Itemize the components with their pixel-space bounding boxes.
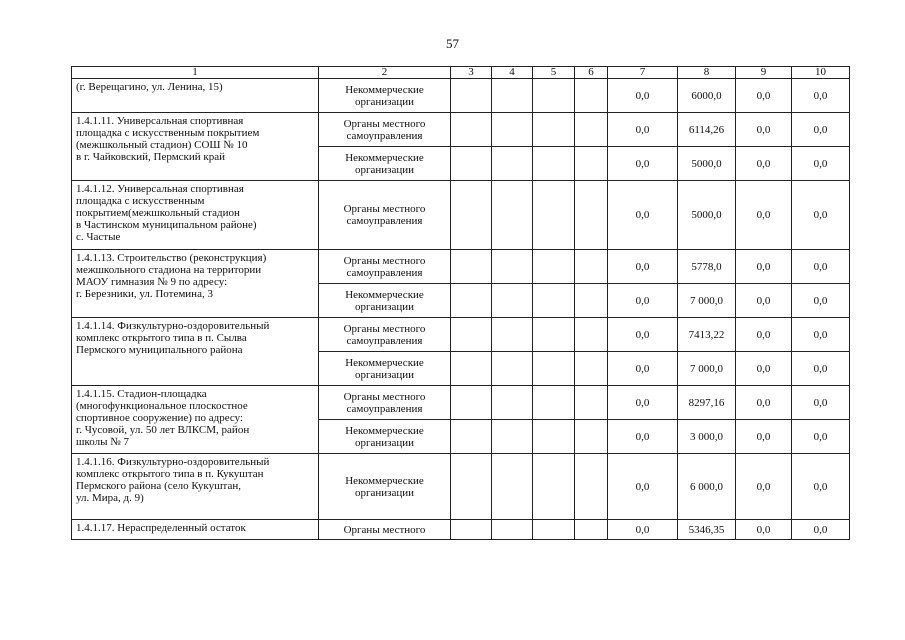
funding-source-cell: Органы местного самоуправления (319, 113, 451, 147)
empty-cell (492, 352, 533, 386)
funding-source-cell: Органы местного самоуправления (319, 250, 451, 284)
empty-cell (451, 147, 492, 181)
empty-cell (451, 352, 492, 386)
value-cell: 0,0 (608, 386, 678, 420)
column-number: 4 (492, 67, 533, 79)
empty-cell (492, 113, 533, 147)
empty-cell (533, 352, 575, 386)
value-cell: 7 000,0 (678, 352, 736, 386)
value-cell: 5346,35 (678, 520, 736, 540)
empty-cell (492, 284, 533, 318)
value-cell: 0,0 (736, 318, 792, 352)
column-number: 3 (451, 67, 492, 79)
empty-cell (451, 420, 492, 454)
value-cell: 0,0 (792, 250, 850, 284)
empty-cell (533, 147, 575, 181)
column-number: 9 (736, 67, 792, 79)
empty-cell (451, 520, 492, 540)
value-cell: 0,0 (736, 147, 792, 181)
value-cell: 0,0 (736, 113, 792, 147)
funding-source-cell: Органы местного самоуправления (319, 386, 451, 420)
value-cell: 0,0 (608, 420, 678, 454)
value-cell: 5000,0 (678, 147, 736, 181)
empty-cell (575, 79, 608, 113)
empty-cell (533, 250, 575, 284)
value-cell: 0,0 (608, 250, 678, 284)
value-cell: 0,0 (792, 318, 850, 352)
budget-table (71, 66, 850, 540)
value-cell: 3 000,0 (678, 420, 736, 454)
value-cell: 6000,0 (678, 79, 736, 113)
value-cell: 0,0 (736, 386, 792, 420)
column-number: 8 (678, 67, 736, 79)
object-name-cell: 1.4.1.16. Физкультурно-оздоровительный комплекс открытого типа в п. Кукуштан Пермского района (село Кукуштан, ул. Мира, д. 9) (72, 454, 319, 520)
value-cell: 0,0 (608, 318, 678, 352)
object-name-cell: 1.4.1.17. Нераспределенный остаток (72, 520, 319, 540)
table-row (72, 181, 850, 250)
empty-cell (451, 386, 492, 420)
funding-source-cell: Органы местного (319, 520, 451, 540)
value-cell: 0,0 (608, 113, 678, 147)
funding-source-cell: Некоммерческие организации (319, 420, 451, 454)
empty-cell (575, 284, 608, 318)
object-name-cell: 1.4.1.15. Стадион-площадка (многофункциональное плоскостное спортивное сооружение) по адресу: г. Чусовой, ул. 50 лет ВЛКСМ, район школы № 7 (72, 386, 319, 454)
value-cell: 0,0 (608, 79, 678, 113)
empty-cell (575, 113, 608, 147)
object-name-cell: 1.4.1.11. Универсальная спортивная площадка с искусственным покрытием (межшкольный стадион) СОШ № 10 в г. Чайковский, Пермский край (72, 113, 319, 181)
value-cell: 0,0 (736, 420, 792, 454)
value-cell: 0,0 (608, 284, 678, 318)
value-cell: 0,0 (792, 386, 850, 420)
value-cell: 0,0 (736, 250, 792, 284)
value-cell: 0,0 (792, 147, 850, 181)
value-cell: 5778,0 (678, 250, 736, 284)
table-row (72, 79, 850, 113)
empty-cell (451, 318, 492, 352)
empty-cell (492, 318, 533, 352)
empty-cell (575, 520, 608, 540)
value-cell: 6 000,0 (678, 454, 736, 520)
object-name-cell: 1.4.1.14. Физкультурно-оздоровительный комплекс открытого типа в п. Сылва Пермского муниципального района (72, 318, 319, 386)
empty-cell (492, 250, 533, 284)
value-cell: 0,0 (736, 284, 792, 318)
empty-cell (451, 250, 492, 284)
empty-cell (492, 454, 533, 520)
value-cell: 5000,0 (678, 181, 736, 250)
funding-source-cell: Органы местного самоуправления (319, 181, 451, 250)
empty-cell (533, 454, 575, 520)
value-cell: 0,0 (792, 79, 850, 113)
empty-cell (492, 520, 533, 540)
empty-cell (533, 520, 575, 540)
value-cell: 0,0 (792, 113, 850, 147)
value-cell: 0,0 (792, 181, 850, 250)
empty-cell (533, 284, 575, 318)
empty-cell (533, 420, 575, 454)
funding-source-cell: Некоммерческие организации (319, 79, 451, 113)
value-cell: 0,0 (608, 520, 678, 540)
empty-cell (492, 420, 533, 454)
table-row (72, 454, 850, 520)
value-cell: 0,0 (608, 454, 678, 520)
value-cell: 0,0 (792, 284, 850, 318)
value-cell: 0,0 (736, 352, 792, 386)
object-name-cell: 1.4.1.12. Универсальная спортивная площадка с искусственным покрытием(межшкольный стадион в Частинском муниципальном районе) с. Частые (72, 181, 319, 250)
value-cell: 0,0 (792, 520, 850, 540)
value-cell: 7 000,0 (678, 284, 736, 318)
value-cell: 0,0 (736, 181, 792, 250)
empty-cell (451, 181, 492, 250)
table-row (72, 520, 850, 540)
empty-cell (575, 420, 608, 454)
funding-source-cell: Некоммерческие организации (319, 284, 451, 318)
funding-source-cell: Некоммерческие организации (319, 454, 451, 520)
value-cell: 0,0 (792, 454, 850, 520)
empty-cell (492, 147, 533, 181)
column-number: 2 (319, 67, 451, 79)
empty-cell (575, 454, 608, 520)
value-cell: 0,0 (792, 352, 850, 386)
empty-cell (575, 352, 608, 386)
empty-cell (575, 250, 608, 284)
empty-cell (533, 79, 575, 113)
column-number: 6 (575, 67, 608, 79)
empty-cell (533, 181, 575, 250)
empty-cell (575, 147, 608, 181)
object-name-cell: (г. Верещагино, ул. Ленина, 15) (72, 79, 319, 113)
column-number-row (72, 67, 850, 79)
funding-source-cell: Органы местного самоуправления (319, 318, 451, 352)
value-cell: 0,0 (736, 520, 792, 540)
table-row (72, 318, 850, 352)
column-number: 5 (533, 67, 575, 79)
column-number: 10 (792, 67, 850, 79)
empty-cell (575, 318, 608, 352)
value-cell: 0,0 (608, 352, 678, 386)
value-cell: 0,0 (608, 147, 678, 181)
empty-cell (451, 113, 492, 147)
empty-cell (451, 79, 492, 113)
funding-source-cell: Некоммерческие организации (319, 147, 451, 181)
empty-cell (492, 79, 533, 113)
column-number: 7 (608, 67, 678, 79)
empty-cell (492, 386, 533, 420)
value-cell: 0,0 (608, 181, 678, 250)
table-row (72, 113, 850, 147)
column-number: 1 (72, 67, 319, 79)
empty-cell (451, 454, 492, 520)
empty-cell (533, 318, 575, 352)
empty-cell (533, 113, 575, 147)
value-cell: 0,0 (736, 454, 792, 520)
value-cell: 8297,16 (678, 386, 736, 420)
empty-cell (575, 386, 608, 420)
funding-source-cell: Некоммерческие организации (319, 352, 451, 386)
empty-cell (492, 181, 533, 250)
empty-cell (451, 284, 492, 318)
value-cell: 6114,26 (678, 113, 736, 147)
table-row (72, 386, 850, 420)
value-cell: 0,0 (736, 79, 792, 113)
page-number: 57 (446, 36, 459, 51)
value-cell: 7413,22 (678, 318, 736, 352)
table-row (72, 250, 850, 284)
object-name-cell: 1.4.1.13. Строительство (реконструкция) межшкольного стадиона на территории МАОУ гимназия № 9 по адресу: г. Березники, ул. Потемина, 3 (72, 250, 319, 318)
empty-cell (575, 181, 608, 250)
empty-cell (533, 386, 575, 420)
value-cell: 0,0 (792, 420, 850, 454)
